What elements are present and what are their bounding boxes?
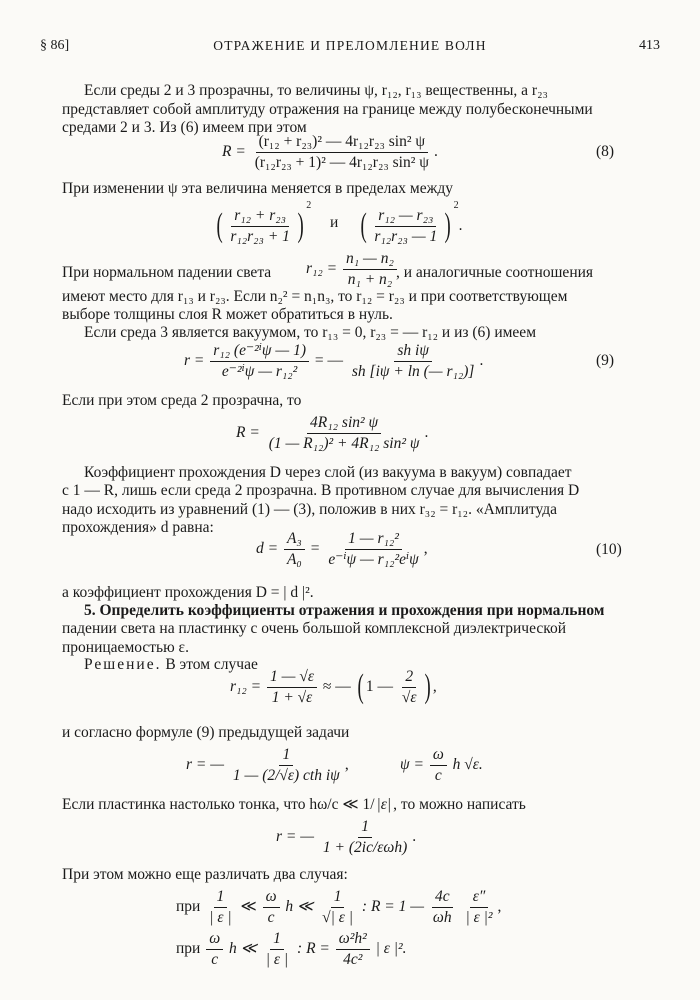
text-line: Если при этом среда 2 прозрачна, то: [62, 392, 302, 409]
fraction: [267, 668, 317, 707]
numerator: ω: [430, 746, 447, 766]
fraction: [210, 342, 309, 381]
numerator: sh iψ: [394, 342, 432, 362]
text-line: 5. Определить коэффициенты отражения и прохождения при нормальном: [84, 602, 605, 619]
numerator: ω: [206, 930, 223, 950]
text-line: выборе толщины слоя R может обратиться в нуль.: [62, 306, 393, 324]
paragraph-6: [62, 464, 618, 537]
denominator: r₁₂r₂₃ — 1: [374, 227, 438, 245]
inner-term: 1 —: [365, 677, 394, 695]
numerator: ε″: [470, 888, 489, 908]
equation-8: R = $\frac{\text{(r₁₂ + r₂₃)² — 4r₁₂r₂₃ sin² ψ}}{\text{(r₁₂r₂₃ + 1)² — 4r₁₂r₂₃ sin² ψ}}$ .: [222, 133, 438, 171]
eq-tail: | ε |².: [375, 939, 407, 957]
solution-label: Решение.: [84, 656, 162, 673]
h-much-less: h ≪: [229, 939, 257, 957]
numerator: ω²h²: [336, 930, 370, 950]
text-line: прохождения» d равна:: [62, 518, 214, 536]
numerator: 1: [270, 930, 284, 950]
reflection-lhs: : R = 1 —: [361, 897, 425, 915]
paragraph-3-start: При нормальном падении света: [62, 264, 272, 281]
equation-R: R = $\frac{\text{4R₁₂ sin² ψ}}{\text{(1 — R₁₂)² + 4R₁₂ sin² ψ}}$ .: [236, 414, 429, 452]
denominator: sh [iψ + ln (— r₁₂)]: [351, 362, 475, 380]
equation-number-8: (8): [596, 143, 615, 160]
section-number: § 86]: [40, 38, 70, 53]
eq-lhs: r₁₂ =: [230, 677, 262, 695]
text-line: Коэффициент прохождения D через слой (из вакуума в вакуум) совпадает: [84, 464, 572, 481]
equation-10: d = $\frac{\text{A₃}}{\text{A₀}}$ = $\frac{\text{1 — r₁₂²}}{\text{e⁻ⁱψ — r₁₂²eⁱψ}}$ ,: [256, 530, 428, 568]
text-line: а коэффициент прохождения D = | d |².: [62, 584, 314, 601]
denominator: n₁ + n₂: [347, 270, 393, 288]
equation-9: r = $\frac{\text{r₁₂ (e⁻²ⁱψ — 1)}}{\text{e⁻²ⁱψ — r₁₂²}}$ = — $\frac{\text{sh iψ}}{\text{sh [iψ + ln (— r₁₂)]}}$ .: [184, 342, 484, 380]
exponent: 2: [306, 200, 312, 211]
fraction: [430, 746, 447, 785]
paragraph-5: [62, 392, 618, 410]
r12-definition: [306, 250, 399, 289]
numerator: 1: [279, 746, 293, 766]
eq-lhs: r₁₂ =: [306, 259, 338, 277]
numerator: 2: [402, 668, 416, 688]
reflection-lhs: : R =: [297, 939, 330, 957]
paragraph-3-cont: [62, 288, 618, 325]
paragraph-12: [62, 866, 618, 884]
equation-r: r = — $\frac{1}{\text{1 — (2/√ε) cth iψ}}$ ,: [186, 746, 349, 784]
numerator: A₃: [284, 530, 305, 550]
paragraph-2: [62, 180, 618, 198]
fraction: [206, 930, 223, 969]
denominator: | ε |²: [465, 908, 493, 926]
numerator: 4c: [432, 888, 453, 908]
text-line: с 1 — R, лишь если среда 2 прозрачна. В противном случае для вычисления D: [62, 482, 580, 500]
text-line: и согласно формуле (9) предыдущей задачи: [62, 724, 350, 741]
denominator: c: [211, 950, 219, 968]
denominator: 1 — (2/√ε) cth iψ: [232, 766, 340, 784]
denominator: e⁻ⁱψ — r₁₂²eⁱψ: [328, 550, 419, 568]
case-word: при: [176, 939, 201, 957]
numerator: 1: [214, 888, 228, 908]
denominator: (1 — R₁₂)² + 4R₁₂ sin² ψ: [268, 434, 420, 452]
numerator: 1 — r₁₂²: [345, 530, 402, 550]
numerator: r₁₂ (e⁻²ⁱψ — 1): [210, 342, 309, 362]
paragraph-10: [62, 724, 618, 742]
solution-text: В этом случае: [165, 656, 258, 673]
text-line: проницаемостью ε.: [62, 638, 189, 656]
fraction: [263, 888, 280, 927]
fraction: [343, 250, 397, 289]
text-end: , то можно написать: [393, 796, 526, 813]
denominator: A₀: [286, 550, 302, 568]
fraction: [284, 530, 305, 569]
fraction: [463, 888, 496, 927]
equals-minus: = —: [314, 351, 343, 369]
eq-lhs: R =: [222, 142, 246, 160]
numerator: 1 — √ε: [267, 668, 317, 688]
fraction: [430, 888, 455, 927]
denominator: √| ε |: [322, 908, 354, 926]
text-start: Если пластинка настолько тонка, что hω/c ≪ 1/: [62, 796, 375, 813]
approx-minus: ≈ —: [322, 677, 351, 695]
equation-r12-eps: r₁₂ = $\frac{1 — √\varepsilon}{1 + √\varepsilon}$ ≈ — ( 1 — $\frac{2}{√\varepsilon}$ ) ,: [230, 668, 437, 706]
fraction: [252, 133, 432, 172]
paragraph-3-tail: , и аналогичные соотношения: [396, 264, 594, 281]
equation-psi: [400, 746, 483, 785]
denominator: ωh: [432, 908, 452, 926]
text-line: Если среды 2 и 3 прозрачны, то величины ψ, r₁₂, r₁₃ вещественны, а r₂₃: [84, 82, 548, 99]
text-line: имеют место для r₁₃ и r₂₃. Если n₂² = n₁n₃, то r₁₂ = r₂₃ и при соответствующем: [62, 288, 568, 305]
denominator: c: [267, 908, 275, 926]
fraction: [266, 414, 423, 453]
fraction: [325, 530, 421, 569]
paragraph-4: [84, 324, 618, 342]
limit-2: ( $\frac{\text{r₁₂ — r₂₃}}{\text{r₁₂r₂₃ — 1}}$ )$^2$.: [360, 200, 463, 245]
numerator: (r₁₂ + r₂₃)² — 4r₁₂r₂₃ sin² ψ: [256, 133, 429, 153]
equation-number-10: (10): [596, 541, 622, 558]
text-line: падении света на пластинку с очень большой комплексной диэлектрической: [62, 620, 567, 638]
exponent: 2: [453, 200, 459, 211]
equation-number-9: (9): [596, 352, 615, 369]
and-word: и: [330, 214, 339, 231]
problem-5: [62, 602, 618, 657]
denominator: √ε: [401, 688, 417, 706]
fraction: [230, 746, 343, 785]
denominator: 1 + √ε: [271, 688, 313, 706]
denominator: c: [434, 766, 442, 784]
eq-lhs: r = —: [186, 755, 225, 773]
numerator: ω: [263, 888, 280, 908]
paragraph-1: [62, 82, 618, 100]
fraction: [320, 818, 410, 857]
paragraph-7: [62, 584, 618, 602]
eq-lhs: r =: [184, 351, 205, 369]
denominator: (r₁₂r₂₃ + 1)² — 4r₁₂r₂₃ sin² ψ: [254, 153, 429, 171]
fraction: [371, 207, 440, 246]
text-line: При этом можно еще различать два случая:: [62, 866, 348, 883]
page-header: [40, 38, 660, 58]
eq-lhs: d =: [256, 539, 279, 557]
denominator: 1 + (2ic/εωh): [322, 838, 408, 856]
numerator: 1: [358, 818, 372, 838]
fraction: [263, 930, 291, 969]
numerator: n₁ — n₂: [343, 250, 397, 270]
abs-eps: |ε|: [376, 796, 392, 813]
fraction: [206, 888, 234, 927]
denominator: | ε |: [209, 908, 232, 926]
numerator: 4R₁₂ sin² ψ: [307, 414, 381, 434]
eq-lhs: R =: [236, 423, 260, 441]
text-line: представляет собой амплитуду отражения на границе между полубесконечными: [62, 101, 593, 118]
numerator: r₁₂ + r₂₃: [231, 207, 289, 227]
page-number: 413: [639, 38, 660, 53]
eq-lhs: r = —: [276, 827, 315, 845]
numerator: 1: [331, 888, 345, 908]
fraction: [399, 668, 420, 707]
numerator: r₁₂ — r₂₃: [375, 207, 436, 227]
denominator: r₁₂r₂₃ + 1: [230, 227, 290, 245]
fraction: [319, 888, 356, 927]
text-line: надо исходить из уравнений (1) — (3), положив в них r₃₂ = r₁₂. «Амплитуда: [62, 500, 558, 518]
much-less: ≪: [240, 897, 257, 915]
fraction: [336, 930, 370, 969]
h-much-less: h ≪: [285, 897, 314, 915]
fraction: [349, 342, 478, 381]
eq-rhs: h √ε.: [452, 755, 483, 773]
case-2: [176, 930, 407, 969]
text-line: При изменении ψ эта величина меняется в пределах между: [62, 180, 453, 197]
case-1: при $\frac{1}{| \varepsilon |}$ ≪ $\frac{\omega}{c}$ h ≪ $\frac{1}{√| \varepsilon |}$ : R = 1 — $\frac{4c}{\omega h}$ $\frac{\varepsilon''}{\text{| ε |²}}$ ,: [176, 888, 502, 926]
denominator: | ε |: [265, 950, 289, 968]
denominator: e⁻²ⁱψ — r₁₂²: [221, 362, 298, 380]
case-word: при: [176, 897, 201, 915]
eq-lhs: ψ =: [400, 755, 424, 773]
denominator: 4c²: [343, 950, 363, 968]
text-line: средами 2 и 3. Из (6) имеем при этом: [62, 119, 307, 137]
text-line: Если среда 3 является вакуумом, то r₁₃ = 0, r₂₃ = — r₁₂ и из (6) имеем: [84, 324, 536, 341]
paragraph-11: [62, 796, 526, 814]
fraction: [227, 207, 293, 246]
running-title: ОТРАЖЕНИЕ И ПРЕЛОМЛЕНИЕ ВОЛН: [213, 38, 487, 53]
limit-1: ( $\frac{\text{r₁₂ + r₂₃}}{\text{r₁₂r₂₃ + 1}}$ )$^2$: [216, 200, 312, 245]
equation-r-thin: r = — $\frac{1}{\text{1 + (2ic/εωh)}}$ .: [276, 818, 417, 856]
